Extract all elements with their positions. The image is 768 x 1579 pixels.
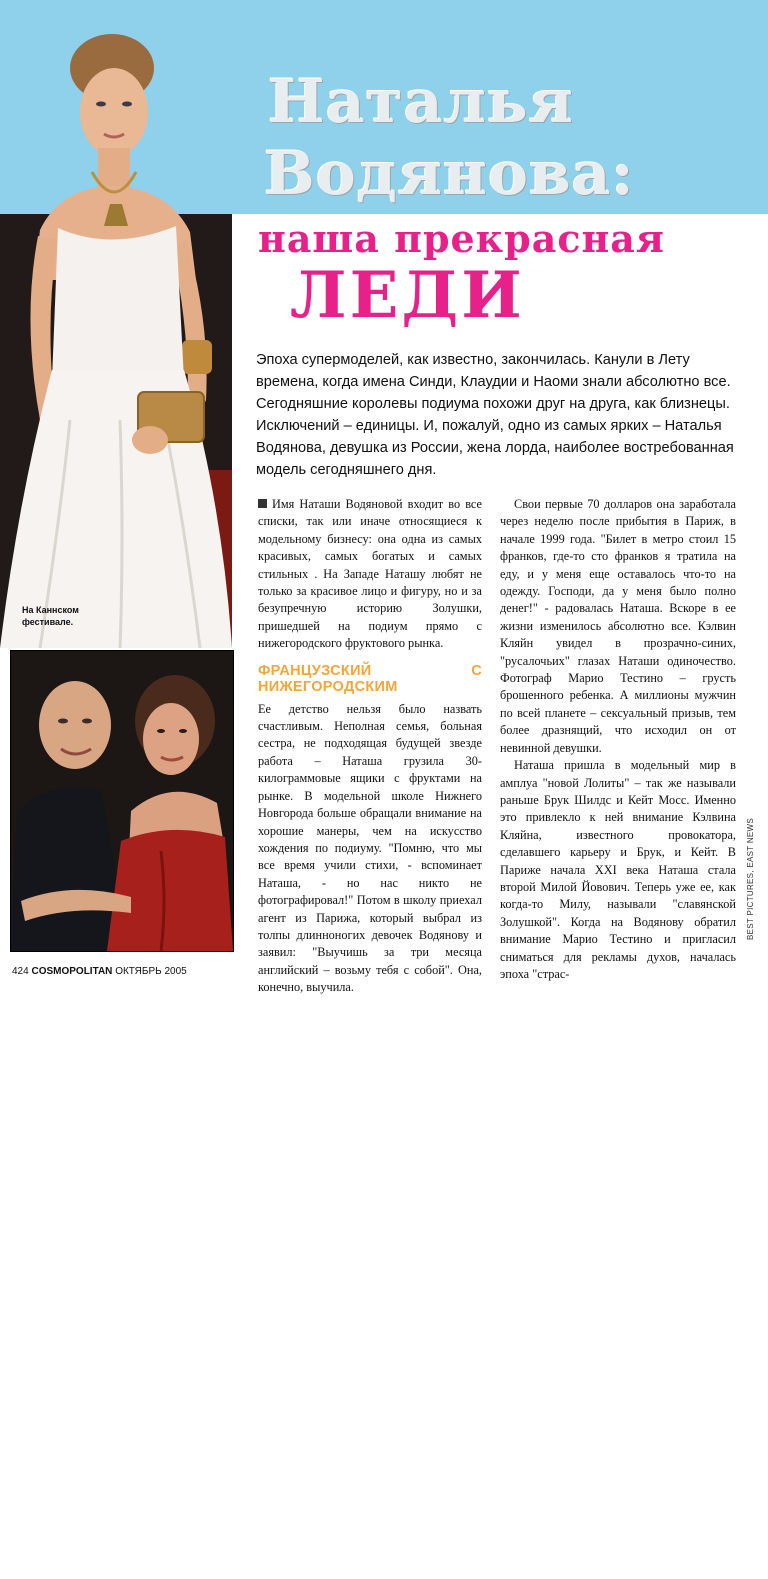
section-subheading: ФРАНЦУЗСКИЙ С НИЖЕГОРОДСКИМ xyxy=(258,662,482,695)
main-photo xyxy=(0,0,232,648)
column-2-paragraph-2: Наташа пришла в модельный мир в амплуа "новой Лолиты" – так же называли раньше Брук Шилдс и Кейт Мосс. Именно это привлекло к ней внимание Кэлвина Кляйна, известного провокатора, сделавшего карьеру и Брук, и Кейт. В Париже начала XXI века Наташа стала второй Милой Йовович. Теперь уже ее, как когда-то Милу, называли "славянской Золушкой". Когда на Водянову обратил внимание Марио Тестино и пригласил сниматься для рекламы духов, началась эпоха "страс- xyxy=(500,758,736,981)
column-1-paragraph-1 xyxy=(258,496,482,653)
magazine-name: COSMOPOLITAN xyxy=(31,966,113,977)
couple-photo-caption: Лорд и леди Портман. xyxy=(49,1568,148,1578)
woman-in-white-gown-illustration xyxy=(0,0,232,648)
photo-credit: BEST PICTURES, EAST NEWS xyxy=(746,817,755,940)
article-column-2 xyxy=(500,496,736,983)
article-title xyxy=(264,66,635,210)
article-subtitle-big: ЛЕДИ xyxy=(290,258,525,333)
column-1-paragraph-1-text: Имя Наташи Водяновой входит во все списки, так или иначе относящиеся к модельному бизнесу: она одна из самых красивых, самых богатых и самых стильных . На Западе Наташу любят не только за красивое лицо и фигуру, но и за безупречную историю Золушки, пришедшей на подиум прямо с нижегородского фруктового рынка. xyxy=(258,497,482,651)
main-photo-caption: На Каннском фестивале. xyxy=(22,605,79,627)
lead-paragraph: Эпоха супермоделей, как известно, закончилась. Канули в Лету времена, когда имена Синди, Клаудии и Наоми знали абсолютно все. Сегодняшние королевы подиума похожи друг на друга, как близнецы. Исключений – единицы. И, пожалуй, одно из самых ярких – Наталья Водянова, девушка из России, жена лорда, наиболее востребованная модель сегодняшнего дня. xyxy=(256,352,734,478)
column-1-paragraph-2: Ее детство нельзя было назвать счастливым. Неполная семья, больная сестра, не подходящая будущей звезде работа – Наташа грузила 30-килограммовые ящики с фруктами на рынке. В модельной школе Нижнего Новгорода больше обращали внимание на хорошие манеры, чем на искусство хождения по подиуму. "Помню, что мы все время учили стихи, - вспоминает Наташа, - но нас никто не фотографировал!" Потом в школу приехал агент из Парижа, который выбрал из толпы длинноногих девочек Водянову и заявил: "Выучишь за три месяца английский – возьму тебя с собой". Она, конечно, выучила. xyxy=(258,701,482,995)
article-column-1 xyxy=(258,496,482,997)
page-number: 424 xyxy=(12,966,29,977)
issue-date: ОКТЯБРЬ 2005 xyxy=(115,966,187,977)
couple-illustration xyxy=(11,651,233,951)
column-2-paragraph-1: Свои первые 70 долларов она заработала через неделю после прибытия в Париж, в начале 1999 года. "Билет в метро стоил 15 франков, где-то сто франков я тратила на еду, и у меня еще оставалось что-то на одежду. Господи, да у меня было полно денег!" - радовалась Наташа. Вскоре в ее жизни изменилось абсолютно все. Кэлвин Кляйн увидел в прозрачно-синих, "русалочьих" глазах Наташи одиночество. Фотограф Марио Тестино – грусть брошенного ребенка. А миллионы мужчин по всей планете – сексуальный призыв, тем более дразнящий, что исходил он от невинной девушки. xyxy=(500,497,736,755)
title-line-2: Водянова: xyxy=(264,139,635,209)
page-footer xyxy=(12,966,187,977)
square-bullet-icon xyxy=(258,499,267,508)
article-subtitle: наша прекрасная xyxy=(258,216,665,261)
title-line-1: Наталья xyxy=(268,67,574,137)
